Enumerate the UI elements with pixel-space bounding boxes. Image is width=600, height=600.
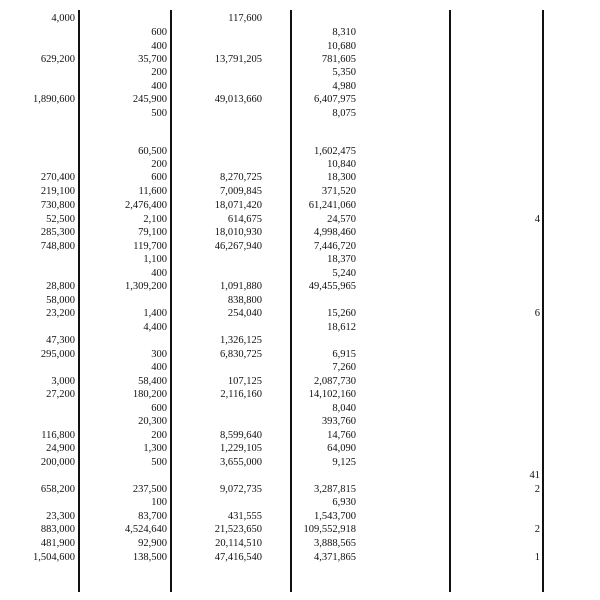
table-cell: 8,599,640	[220, 430, 262, 441]
table-cell: 838,800	[227, 295, 262, 306]
table-cell: 9,072,735	[220, 484, 262, 495]
table-cell: 49,013,660	[214, 94, 262, 105]
column-divider-2	[170, 10, 172, 592]
table-cell: 1,543,700	[314, 511, 356, 522]
table-cell: 18,612	[327, 322, 356, 333]
table-cell: 47,300	[46, 335, 75, 346]
table-cell: 28,800	[46, 281, 75, 292]
table-cell: 1,504,600	[33, 552, 75, 563]
column-divider-5	[542, 10, 544, 592]
table-cell: 23,300	[46, 511, 75, 522]
table-cell: 400	[151, 362, 167, 373]
table-cell: 24,570	[327, 214, 356, 225]
table-cell: 295,000	[40, 349, 75, 360]
table-cell: 18,071,420	[214, 200, 262, 211]
table-cell: 245,900	[132, 94, 167, 105]
table-cell: 400	[151, 81, 167, 92]
table-cell: 61,241,060	[308, 200, 356, 211]
table-cell: 500	[151, 108, 167, 119]
table-cell: 3,000	[51, 376, 75, 387]
table-cell: 200,000	[40, 457, 75, 468]
table-cell: 600	[151, 27, 167, 38]
table-cell: 1,100	[143, 254, 167, 265]
table-cell: 47,416,540	[214, 552, 262, 563]
table-cell: 781,605	[321, 54, 356, 65]
table-cell: 200	[151, 67, 167, 78]
table-cell: 431,555	[227, 511, 262, 522]
table-cell: 200	[151, 159, 167, 170]
column-divider-4	[449, 10, 451, 592]
table-cell: 2	[534, 524, 540, 535]
table-cell: 600	[151, 172, 167, 183]
table-cell: 1,300	[143, 443, 167, 454]
table-cell: 4,998,460	[314, 227, 356, 238]
table-cell: 20,300	[138, 416, 167, 427]
table-cell: 3,655,000	[220, 457, 262, 468]
table-cell: 400	[151, 41, 167, 52]
table-cell: 629,200	[40, 54, 75, 65]
table-cell: 2,100	[143, 214, 167, 225]
table-cell: 107,125	[227, 376, 262, 387]
table-cell: 13,791,205	[214, 54, 262, 65]
table-cell: 285,300	[40, 227, 75, 238]
table-cell: 5,240	[332, 268, 356, 279]
table-cell: 2	[534, 484, 540, 495]
table-cell: 748,800	[40, 241, 75, 252]
table-cell: 300	[151, 349, 167, 360]
table-cell: 500	[151, 457, 167, 468]
table-cell: 7,009,845	[220, 186, 262, 197]
table-cell: 41	[529, 470, 540, 481]
column-divider-1	[78, 10, 80, 592]
table-cell: 11,600	[138, 186, 167, 197]
table-cell: 6	[534, 308, 540, 319]
table-cell: 14,760	[327, 430, 356, 441]
table-cell: 6,830,725	[220, 349, 262, 360]
table-cell: 46,267,940	[214, 241, 262, 252]
table-cell: 481,900	[40, 538, 75, 549]
table-cell: 614,675	[227, 214, 262, 225]
table-cell: 23,200	[46, 308, 75, 319]
table-cell: 3,287,815	[314, 484, 356, 495]
table-cell: 18,300	[327, 172, 356, 183]
table-cell: 237,500	[132, 484, 167, 495]
table-cell: 8,270,725	[220, 172, 262, 183]
column-divider-3	[290, 10, 292, 592]
table-cell: 15,260	[327, 308, 356, 319]
table-cell: 9,125	[332, 457, 356, 468]
table-cell: 60,500	[138, 146, 167, 157]
table-cell: 83,700	[138, 511, 167, 522]
table-cell: 1	[534, 552, 540, 563]
table-cell: 92,900	[138, 538, 167, 549]
table-cell: 8,040	[332, 403, 356, 414]
table-cell: 1,229,105	[220, 443, 262, 454]
table-cell: 1,400	[143, 308, 167, 319]
table-cell: 1,309,200	[125, 281, 167, 292]
table-cell: 1,091,880	[220, 281, 262, 292]
table-cell: 64,090	[327, 443, 356, 454]
table-cell: 7,260	[332, 362, 356, 373]
table-cell: 254,040	[227, 308, 262, 319]
table-cell: 4,371,865	[314, 552, 356, 563]
table-cell: 117,600	[228, 13, 262, 24]
table-cell: 27,200	[46, 389, 75, 400]
table-cell: 35,700	[138, 54, 167, 65]
table-cell: 24,900	[46, 443, 75, 454]
table-cell: 400	[151, 268, 167, 279]
table-cell: 8,075	[332, 108, 356, 119]
table-cell: 658,200	[40, 484, 75, 495]
table-cell: 21,523,650	[214, 524, 262, 535]
table-cell: 109,552,918	[303, 524, 356, 535]
table-cell: 270,400	[40, 172, 75, 183]
table-cell: 14,102,160	[308, 389, 356, 400]
table-cell: 6,930	[332, 497, 356, 508]
table-cell: 119,700	[133, 241, 167, 252]
table-cell: 7,446,720	[314, 241, 356, 252]
table-cell: 116,800	[41, 430, 75, 441]
table-cell: 18,010,930	[214, 227, 262, 238]
table-cell: 2,476,400	[125, 200, 167, 211]
table-cell: 2,087,730	[314, 376, 356, 387]
table-cell: 219,100	[40, 186, 75, 197]
table-cell: 100	[151, 497, 167, 508]
table-cell: 600	[151, 403, 167, 414]
table-cell: 18,370	[327, 254, 356, 265]
table-cell: 3,888,565	[314, 538, 356, 549]
table-cell: 883,000	[40, 524, 75, 535]
table-cell: 730,800	[40, 200, 75, 211]
table-cell: 6,915	[332, 349, 356, 360]
table-cell: 79,100	[138, 227, 167, 238]
table-cell: 4,980	[332, 81, 356, 92]
table-cell: 52,500	[46, 214, 75, 225]
table-cell: 10,680	[327, 41, 356, 52]
table-cell: 4,000	[51, 13, 75, 24]
table-cell: 1,602,475	[314, 146, 356, 157]
table-cell: 371,520	[321, 186, 356, 197]
table-cell: 4	[534, 214, 540, 225]
table-cell: 10,840	[327, 159, 356, 170]
table-cell: 6,407,975	[314, 94, 356, 105]
table-cell: 393,760	[321, 416, 356, 427]
table-cell: 4,400	[143, 322, 167, 333]
table-cell: 5,350	[332, 67, 356, 78]
table-cell: 8,310	[332, 27, 356, 38]
table-cell: 180,200	[132, 389, 167, 400]
table-cell: 1,326,125	[220, 335, 262, 346]
table-cell: 58,400	[138, 376, 167, 387]
table-cell: 138,500	[132, 552, 167, 563]
table-cell: 20,114,510	[215, 538, 262, 549]
table-cell: 4,524,640	[125, 524, 167, 535]
table-cell: 200	[151, 430, 167, 441]
table-cell: 1,890,600	[33, 94, 75, 105]
table-cell: 49,455,965	[308, 281, 356, 292]
table-cell: 2,116,160	[220, 389, 262, 400]
table-cell: 58,000	[46, 295, 75, 306]
